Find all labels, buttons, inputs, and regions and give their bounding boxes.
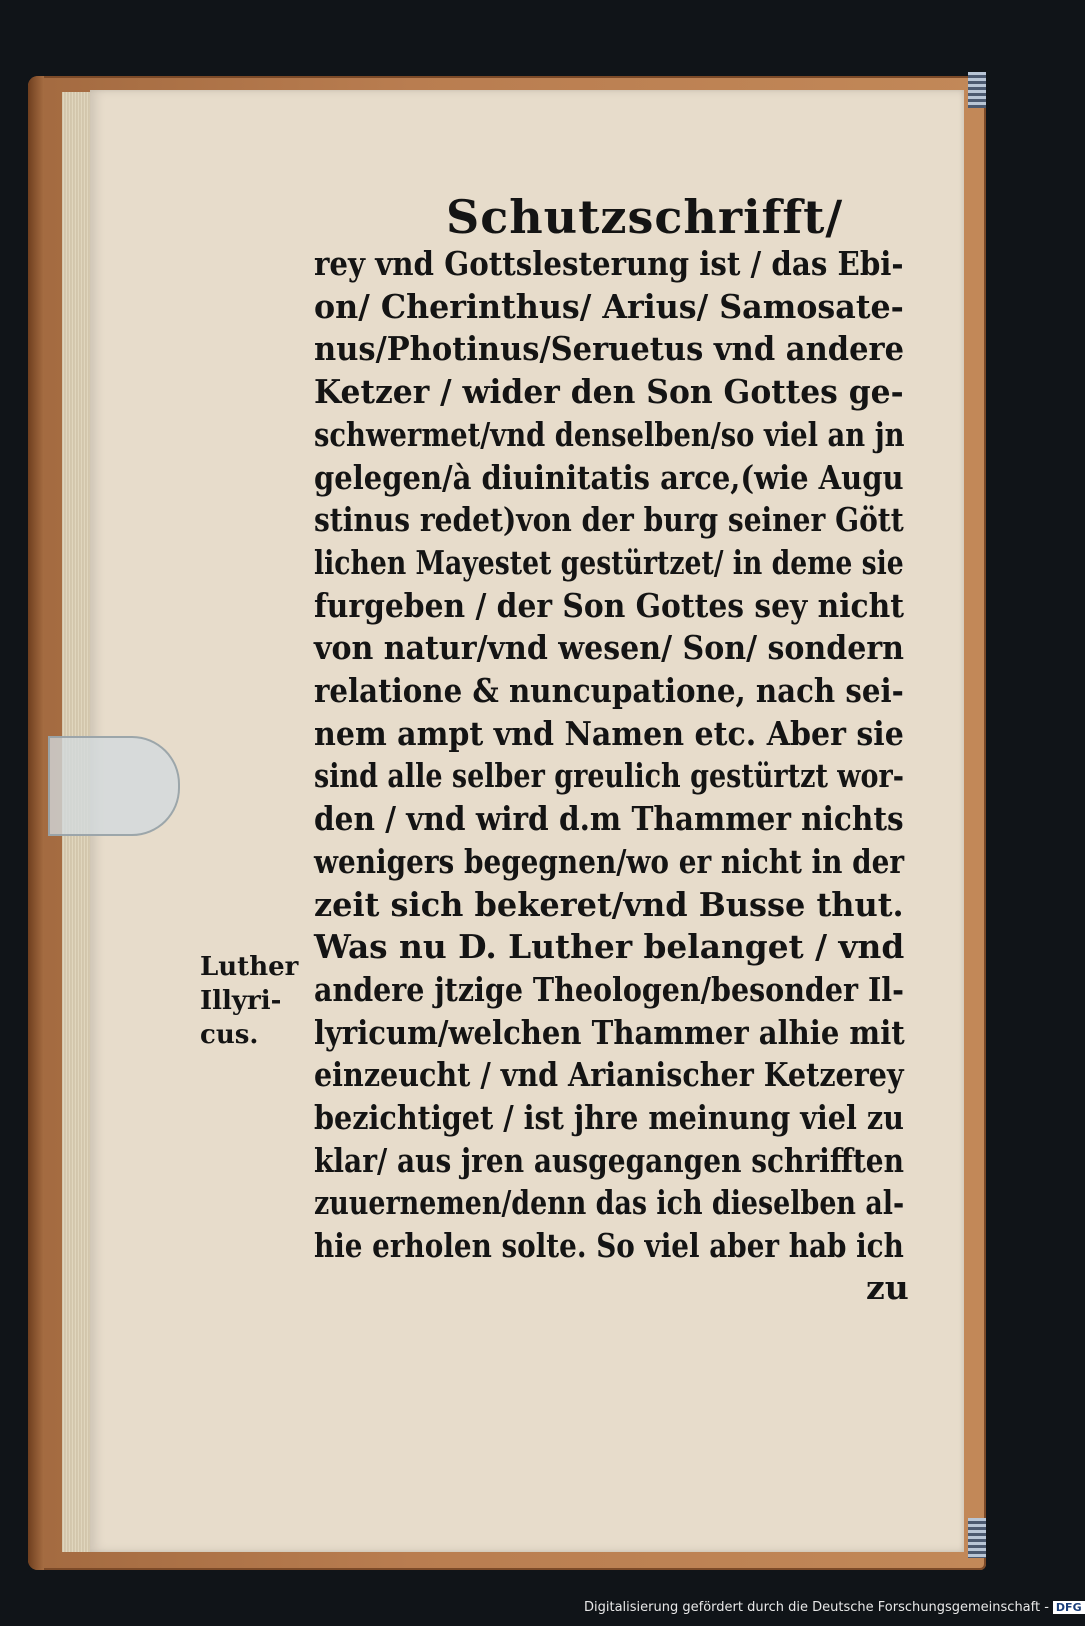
text-line: von natur/vnd wesen/ Son/ sondern [314, 628, 905, 667]
text-line: stinus redet)von der burg seiner Gött [314, 500, 904, 539]
dfg-logo: DFG [1053, 1601, 1085, 1614]
text-line: hie erholen solte. So viel aber hab ich [314, 1226, 904, 1265]
text-line: furgeben / der Son Gottes sey nicht [314, 586, 905, 625]
text-line: relatione & nuncupatione, nach sei- [314, 671, 904, 710]
text-line: Was nu D. Luther belanget / vnd [314, 927, 905, 966]
marginal-line: cus. [200, 1020, 259, 1050]
text-line: wenigers begegnen/wo er nicht in der [314, 842, 905, 881]
text-line: andere jtzige Theologen/besonder Il- [314, 970, 904, 1009]
ribbon-marker-top [968, 72, 986, 108]
marginal-line: Luther [200, 952, 299, 982]
text-line: nus/Photinus/Seruetus vnd andere [314, 329, 905, 368]
footer-credit [584, 1600, 1085, 1615]
ribbon-marker-bottom [968, 1518, 986, 1558]
text-line: on/ Cherinthus/ Arius/ Samosate- [314, 287, 904, 326]
footer-text: Digitalisierung gefördert durch die Deutsche Forschungsgemeinschaft - [584, 1600, 1049, 1615]
text-line: schwermet/vnd denselben/so viel an jn [314, 415, 905, 454]
text-line: gelegen/à diuinitatis arce,(wie Augu [314, 458, 904, 497]
text-line: sind alle selber greulich gestürtzt wor- [314, 756, 904, 795]
marginal-line: Illyri- [200, 986, 282, 1016]
text-line: lichen Mayestet gestürtzet/ in deme sie [314, 543, 904, 582]
book-spine-edge [28, 76, 44, 1570]
text-line: bezichtiget / ist jhre meinung viel zu [314, 1098, 904, 1137]
text-line: zuuernemen/denn das ich dieselben al- [314, 1183, 905, 1222]
text-line: lyricum/welchen Thammer alhie mit [314, 1013, 905, 1052]
text-line: Ketzer / wider den Son Gottes ge- [314, 372, 904, 411]
page-clip [48, 736, 180, 836]
text-line: nem ampt vnd Namen etc. Aber sie [314, 714, 904, 753]
catchword: zu [866, 1268, 909, 1307]
text-line: zeit sich bekeret/vnd Busse thut. [314, 885, 904, 924]
text-line: den / vnd wird d.m Thammer nichts [314, 799, 904, 838]
text-line: klar/ aus jren ausgegangen schrifften [314, 1141, 904, 1180]
text-line: einzeucht / vnd Arianischer Ketzerey [314, 1055, 904, 1094]
text-line: rey vnd Gottslesterung ist / das Ebi- [314, 244, 904, 283]
running-head: Schutzschrifft/ [446, 190, 844, 244]
